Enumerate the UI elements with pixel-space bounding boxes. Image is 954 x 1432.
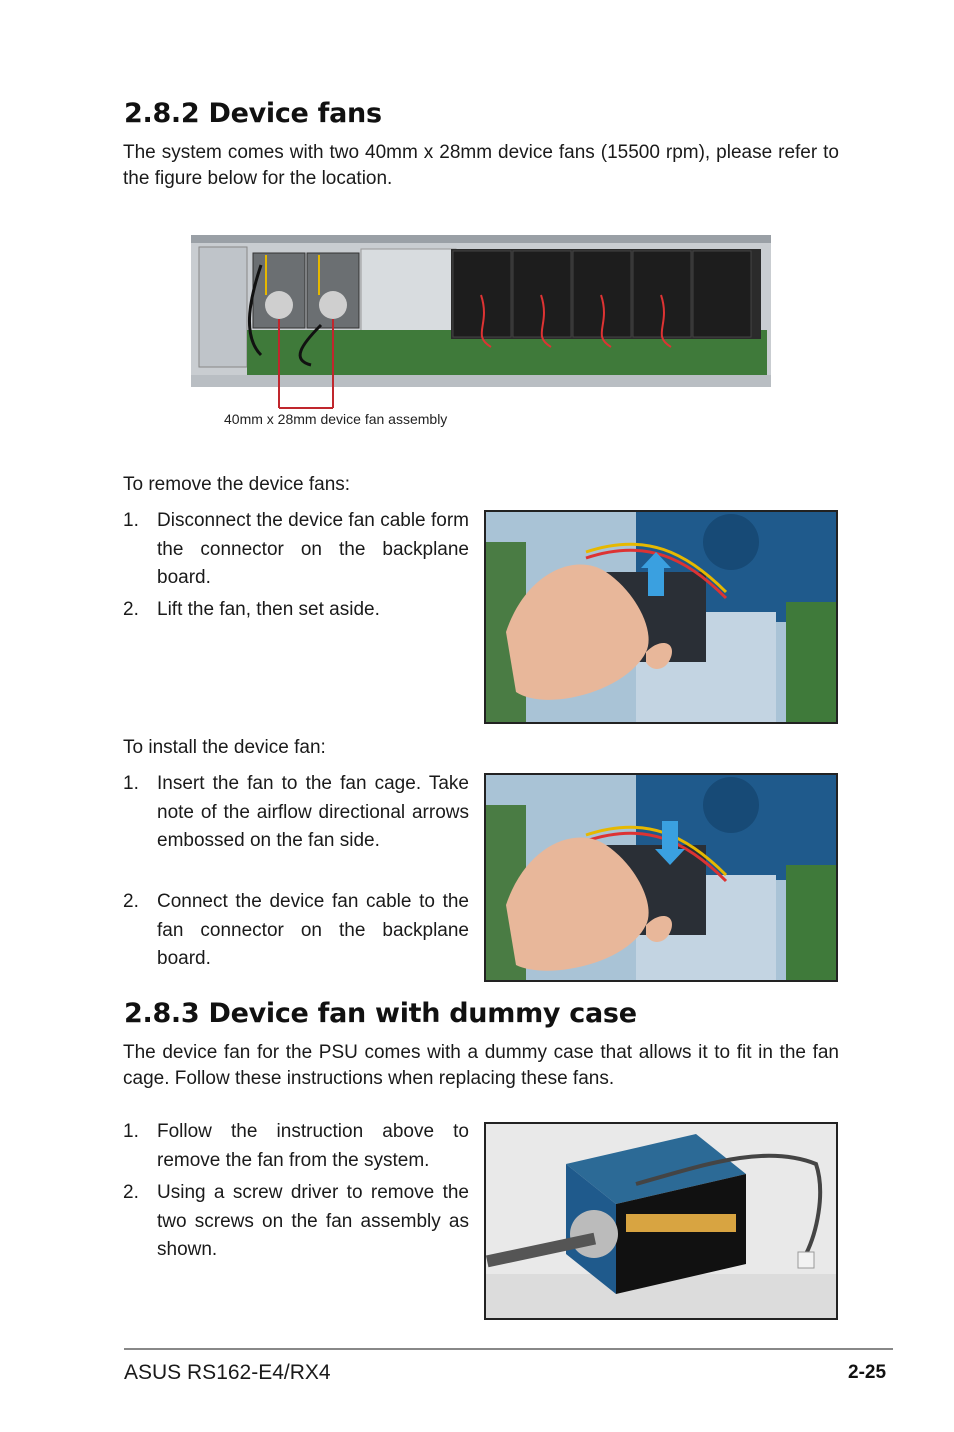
figure-caption: 40mm x 28mm device fan assembly: [224, 411, 448, 427]
section-intro-dummy-case: The device fan for the PSU comes with a dummy case that allows it to fit in the fan cage. Follow these instructions when replacing these fans.: [123, 1042, 839, 1089]
remove-step-1: 1. Disconnect the device fan cable form the connector on the backplane board.: [123, 510, 469, 588]
remove-heading: To remove the device fans:: [123, 474, 351, 495]
install-heading: To install the device fan:: [123, 737, 326, 758]
footer-product: ASUS RS162-E4/RX4: [124, 1361, 331, 1384]
remove-fan-photo: [484, 510, 838, 724]
callout-bracket: [275, 380, 335, 410]
dummy-case-photo: [484, 1122, 838, 1320]
install-fan-photo: [484, 773, 838, 982]
section-intro-device-fans: The system comes with two 40mm x 28mm device fans (15500 rpm), please refer to the figure below for the location.: [123, 142, 839, 189]
footer-rule: [124, 1348, 893, 1350]
section-title-dummy-case: 2.8.3 Device fan with dummy case: [124, 998, 637, 1029]
footer-page-number: 2-25: [848, 1362, 887, 1383]
chassis-overview-photo: [191, 235, 771, 387]
section-title-device-fans: 2.8.2 Device fans: [124, 98, 382, 129]
